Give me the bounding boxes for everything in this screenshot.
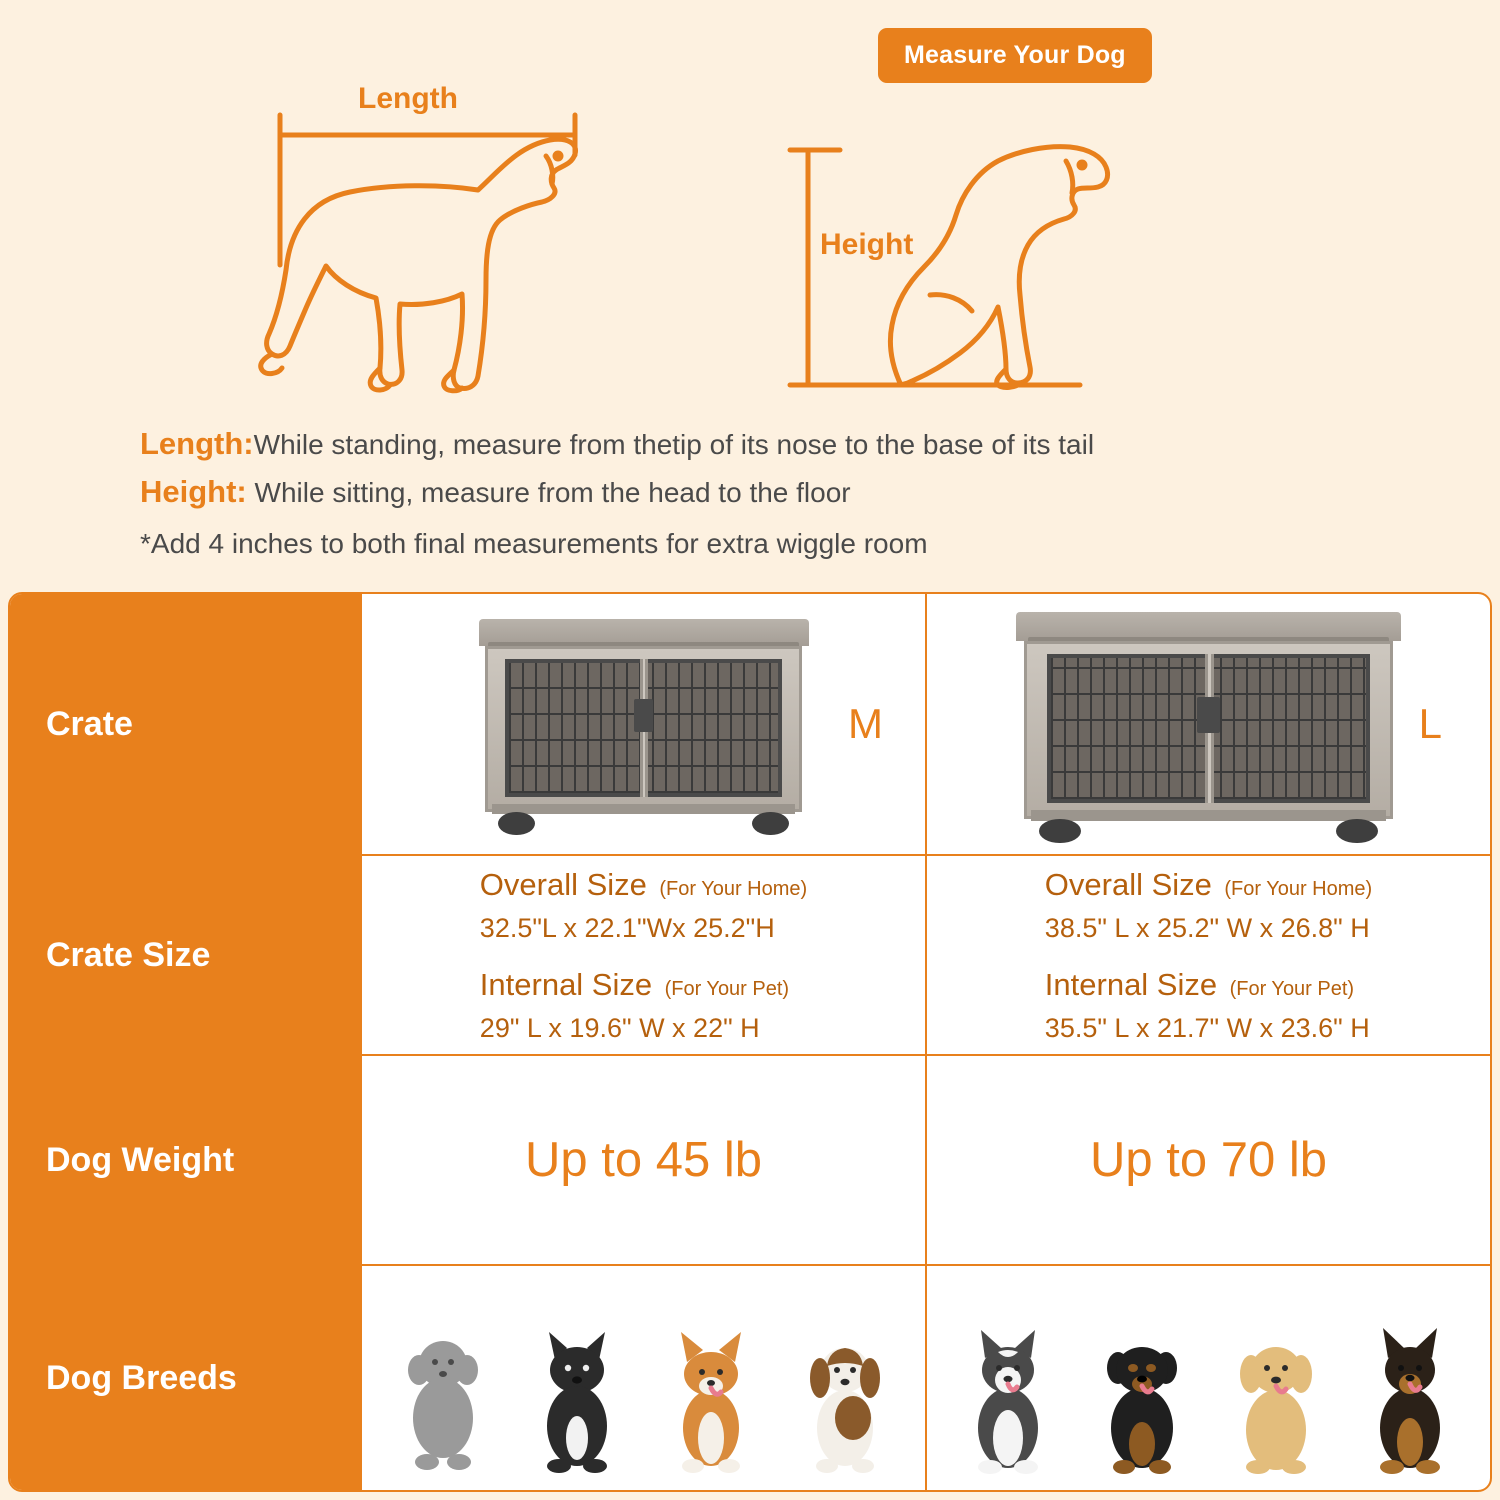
length-label: Length — [358, 82, 458, 115]
table-row — [10, 1266, 1490, 1490]
dog-weight-cell-medium — [362, 1056, 927, 1264]
internal-size-title-m: Internal Size — [479, 967, 653, 1002]
internal-size-title-l: Internal Size — [1044, 967, 1218, 1002]
table-row — [10, 1056, 1490, 1266]
internal-size-sub-l: (For Your Pet) — [1229, 978, 1355, 1000]
table-row — [10, 594, 1490, 856]
wiggle-room-note: *Add 4 inches to both final measurements for extra wiggle room — [140, 528, 928, 560]
dog-weight-cell-large — [927, 1056, 1490, 1264]
dog-standing-outline-icon — [250, 80, 770, 410]
length-note — [140, 420, 1400, 468]
measure-your-dog-badge: Measure Your Dog — [878, 28, 1152, 83]
table-row — [10, 856, 1490, 1056]
husky-dog-icon — [954, 1326, 1062, 1476]
height-note — [140, 468, 1400, 516]
overall-size-title-m: Overall Size — [479, 866, 647, 902]
crate-cell-large — [927, 594, 1490, 854]
row-header-crate-size: Crate Size — [10, 856, 362, 1054]
golden-retriever-dog-icon — [1222, 1326, 1330, 1476]
crate-cell-medium — [362, 594, 927, 854]
internal-size-value-m: 29" L x 19.6" W x 22" H — [479, 1012, 760, 1043]
row-header-dog-weight: Dog Weight — [10, 1056, 362, 1264]
german-shepherd-dog-icon — [1356, 1326, 1464, 1476]
overall-size-title-l: Overall Size — [1044, 866, 1212, 902]
height-note-text: While sitting, measure from the head to the floor — [246, 477, 851, 509]
size-letter-l: L — [1418, 700, 1442, 747]
overall-size-sub-l: (For Your Home) — [1224, 877, 1373, 900]
height-label: Height — [820, 228, 914, 261]
dog-weight-value-m: Up to 45 lb — [525, 1133, 762, 1187]
dog-weight-value-l: Up to 70 lb — [1090, 1133, 1327, 1187]
dog-breeds-cell-large — [927, 1266, 1490, 1490]
crate-size-cell-medium — [362, 856, 927, 1054]
internal-size-sub-m: (For Your Pet) — [664, 978, 790, 1000]
overall-size-value-l: 38.5" L x 25.2" W x 26.8" H — [1044, 912, 1370, 943]
beagle-dog-icon — [791, 1326, 899, 1476]
height-note-key: Height: — [140, 474, 247, 510]
dog-crate-furniture-icon — [479, 619, 809, 829]
corgi-dog-icon — [657, 1326, 765, 1476]
length-note-key: Length: — [140, 426, 254, 461]
internal-size-value-l: 35.5" L x 21.7" W x 23.6" H — [1044, 1012, 1370, 1043]
crate-size-cell-large — [927, 856, 1490, 1054]
size-comparison-table — [8, 592, 1492, 1492]
poodle-dog-icon — [389, 1326, 497, 1476]
dog-breeds-cell-medium — [362, 1266, 927, 1490]
measurement-notes — [140, 420, 1400, 560]
dog-crate-furniture-icon — [1016, 612, 1401, 837]
row-header-dog-breeds: Dog Breeds — [10, 1266, 362, 1490]
row-header-crate: Crate — [10, 594, 362, 854]
size-letter-m: M — [848, 700, 883, 747]
french-bulldog-icon — [523, 1326, 631, 1476]
overall-size-sub-m: (For Your Home) — [659, 877, 808, 900]
length-note-text: While standing, measure from thetip of its nose to the base of its tail — [253, 429, 1095, 460]
rottweiler-dog-icon — [1088, 1326, 1196, 1476]
overall-size-value-m: 32.5"L x 22.1"Wx 25.2"H — [479, 912, 775, 943]
